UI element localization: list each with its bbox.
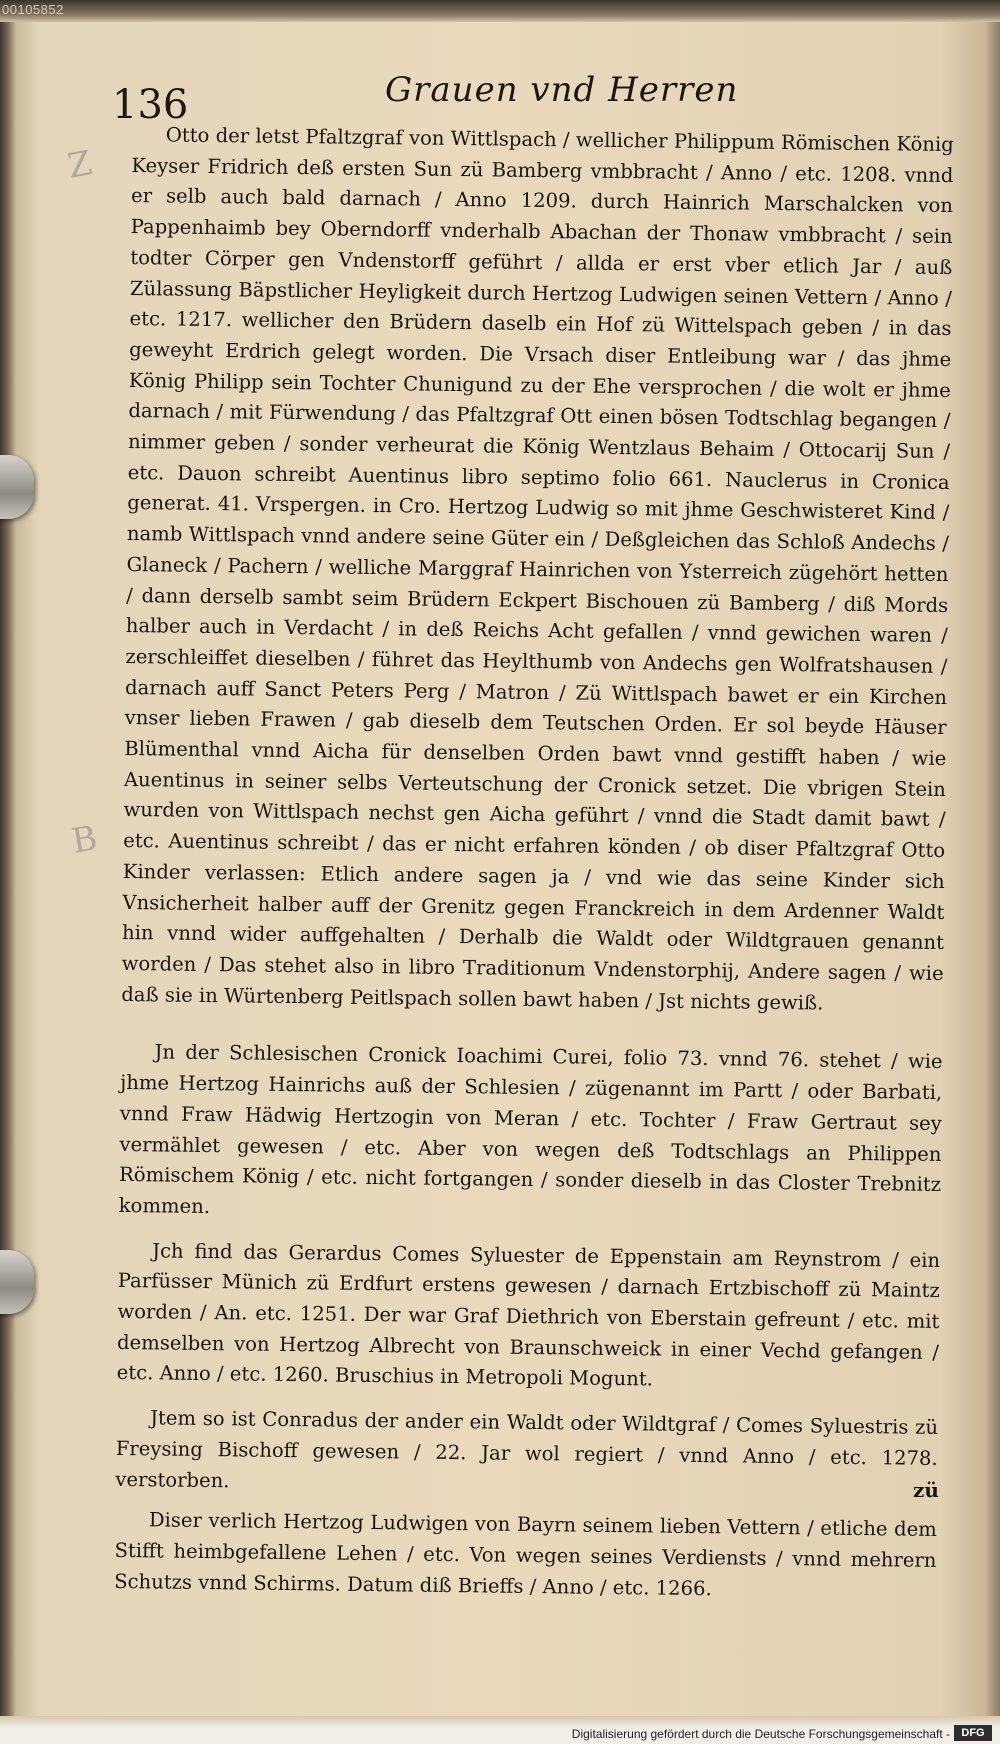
dfg-logo-icon: DFG (954, 1725, 992, 1741)
margin-pencil-mark: Z (64, 143, 95, 187)
book-binding-edge (0, 22, 14, 1722)
margin-pencil-mark: B (68, 818, 101, 862)
scan-id: 00105852 (2, 2, 64, 17)
paragraph: Jtem so ist Conradus der ander ein Waldt oder Wildtgraf / Comes Syluestris zü Freysing Bischoff gewesen / 22. Jar wol regiert / vnnd Anno / etc. 1278. verstorben. (115, 1406, 939, 1492)
paragraph: Diser verlich Hertzog Ludwigen von Bayrn seinem lieben Vettern / etliche dem Stifft heimbgefallene Lehen / etc. Von wegen seines Verdiensts / vnnd mehrern Schutzs vnnd Schirms. Datum diß Brieffs / Anno / etc. 1266. (114, 1508, 937, 1600)
page-clip-icon (0, 455, 34, 519)
paragraph: Jch find das Gerardus Comes Syluester de Eppenstain am Reynstrom / ein Parfüsser Münich zü Erdfurt erstens gewesen / darnach Ertzbischoff zü Maintz worden / An. etc. 1251. Der war Graf Diethrich von Eberstain gefreunt / etc. mit demselben von Hertzog Albrecht von Braunschweick in einer Vechd gefangen / etc. Anno / etc. 1260. Bruschius in Metropoli Mogunt. (116, 1238, 941, 1391)
page-body-text (114, 120, 954, 1607)
page-number: 136 (112, 82, 189, 128)
scan-top-strip (0, 0, 1000, 22)
running-head: Grauen vnd Herren (385, 70, 739, 110)
funding-credit: Digitalisierung gefördert durch die Deutsche Forschungsgemeinschaft - (571, 1727, 950, 1741)
paragraph: Jn der Schlesischen Cronick Ioachimi Curei, folio 73. vnnd 76. stehet / wie jhme Hertzog Hainrichs auß der Schlesien / zügenannt im Partt / oder Barbati, vnnd Fraw Hädwig Hertzogin von Meran / etc. Tochter / Fraw Gertraut sey vermählet gewesen / etc. Aber von wegen deß Todtschlags an Philippen Römischem König / etc. nicht fortgangen / sonder dieselb in das Closter Trebnitz kommen. (118, 1040, 943, 1218)
paragraph: Otto der letst Pfaltzgraf von Wittlspach / wellicher Philippum Römischen König Keyser Fridrich deß ersten Sun zü Bamberg vmbbracht / Anno / etc. 1208. vnnd er selb auch bald darnach / Anno 1209. durch Hainrich Marschalcken von Pappenhaimb bey Oberndorff vnderhalb Abachan der Thonaw vmbbracht / sein todter Cörper gen Vndenstorff geführt / allda er erst vber etlich Jar / auß Zülassung Bäpstlicher Heyligkeit durch Hertzog Ludwigen seinen Vettern / Anno / etc. 1217. wellicher den Brüdern daselb ein Hof zü Wittelspach geben / in das geweyht Erdrich gelegt worden. Die Vrsach diser Entleibung war / das jhme König Philipp sein Tochter Chunigund zu der Ehe versprochen / die wolt er jhme darnach / mit Fürwendung / das Pfaltzgraf Ott einen bösen Todtschlag begangen / nimmer geben / sonder verheurat die König Wentzlaus Behaim / Ottocarij Sun / etc. Dauon schreibt Auentinus libro septimo folio 661. Nauclerus in Cronica generat. 41. Vrspergen. in Cro. Hertzog Ludwig so mit jhme Geschwisteret Kind / namb Wittlspach vnnd andere seine Güter ein / Deßgleichen das Schloß Andechs / Glaneck / Pachern / welliche Marggraf Hainrichen von Ysterreich zügehört hetten / dann derselb sambt seim Brüdern Eckpert Bischouen zü Bamberg / diß Mords halber auch in Verdacht / in deß Reichs Acht gefallen / vnnd gewichen waren / zerschleiffet dieselben / führet das Heylthumb von Andechs gen Wolfratshausen / darnach auff Sanct Peters Perg / Matron / Zü Wittlspach bawet er ein Kirchen vnser lieben Frawen / gab dieselb dem Teutschen Orden. Er sol beyde Häuser Blümenthal vnnd Aicha für denselben Orden bawt vnnd gestifft haben / wie Auentinus in seiner selbs Verteutschung der Cronick setzet. Die vbrigen Stein wurden von Wittlspach nechst gen Aicha geführt / vnnd die Stadt damit bawt / etc. Auentinus schreibt / das er nicht erfahren könden / ob diser Pfaltzgraf Otto Kinder verlassen: Etlich andere sagen ja / vnd wie das seine Kinder sich Vnsicherheit halber auff der Grenitz gegen Franckreich in dem Ardenner Waldt hin vnnd wider auffgehalten / Derhalb die Waldt oder Wildtgrauen genannt worden / Das stehet also in libro Traditionum Vndenstorphij, Andere sagen / wie daß sie in Würtenberg Peitlspach sollen bawt haben / Jst nichts gewiß. (121, 123, 954, 1015)
page-clip-icon (0, 1250, 34, 1314)
catchword: zü (913, 1478, 939, 1502)
